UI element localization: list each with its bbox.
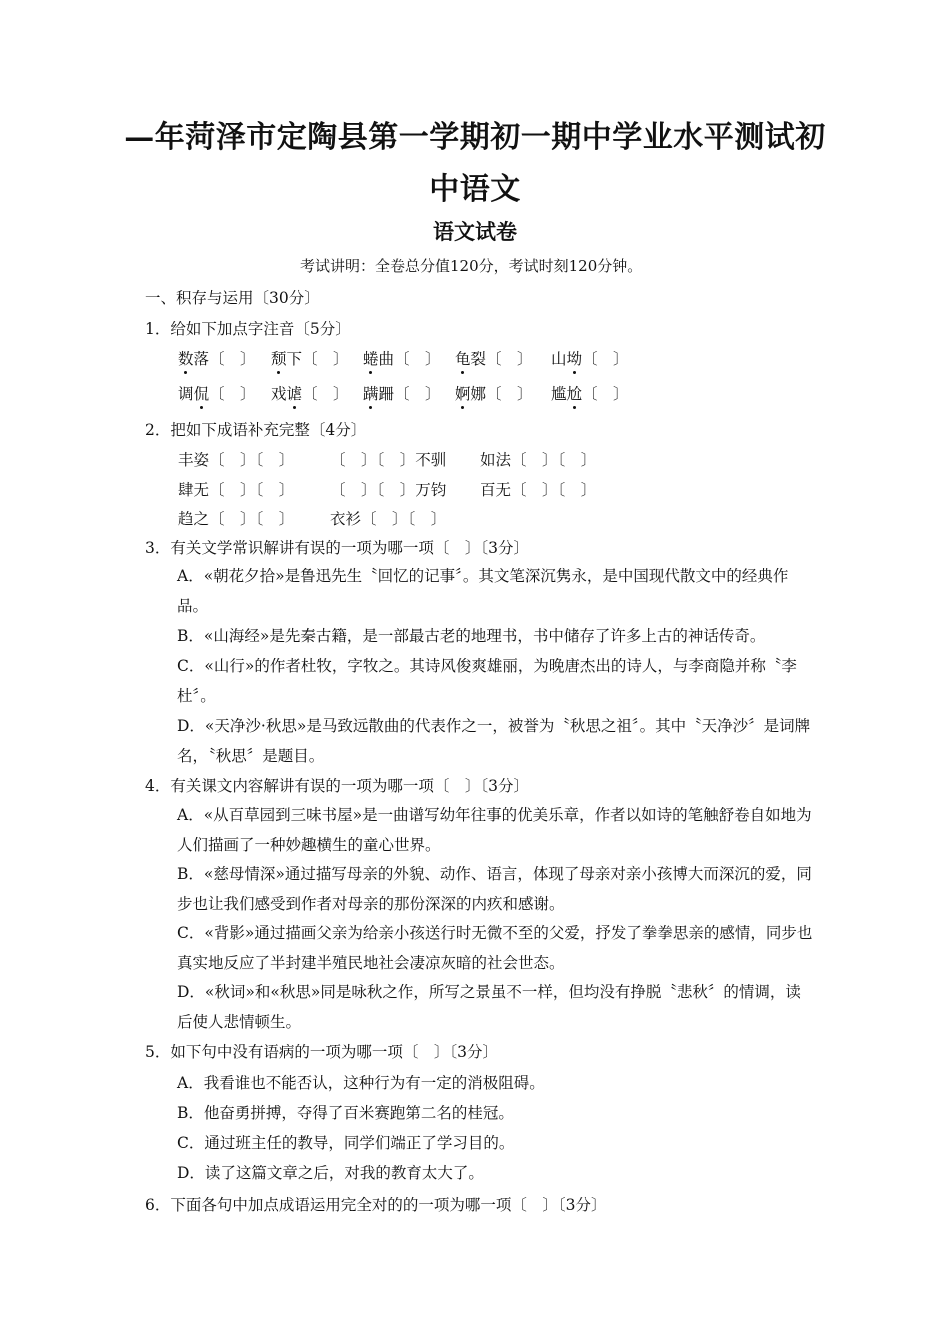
option-a: A．«从百草园到三味书屋»是一曲谱写幼年往事的优美乐章，作者以如诗的笔触舒卷自如地为人们描画了一种妙趣横生的童心世界。 <box>177 806 812 854</box>
option-b: B．«慈母情深»通过描写母亲的外貌、动作、语言，体现了母亲对亲小孩博大而深沉的爱，同步也让我们感受到作者对母亲的那份深深的内疚和感谢。 <box>177 865 812 913</box>
question-5-label: 5．如下句中没有语病的一项为哪一项〔 〕〔3分〕 <box>145 1043 498 1061</box>
question-1-label: 1．给如下加点字注音〔5分〕 <box>145 320 351 338</box>
dotted-char: 数 <box>178 347 194 369</box>
pinyin-item: 蜷曲〔 〕 <box>363 347 441 369</box>
title-line-2: 中语文 <box>429 172 521 207</box>
title-line-1: —年菏泽市定陶县第一学期初一期中学业水平测试初 <box>124 120 826 155</box>
option-b: B．«山海经»是先秦古籍，是一部最古老的地理书，书中储存了许多上古的神话传奇。 <box>177 627 766 645</box>
question-6-label: 6．下面各句中加点成语运用完全对的的一项为哪一项〔 〕〔3分〕 <box>145 1196 607 1214</box>
dotted-char: 蜷 <box>363 347 379 369</box>
idiom-blank: 〔 〕〔 〕万钧 <box>330 481 447 499</box>
subtitle: 语文试卷 <box>433 219 517 244</box>
dotted-char: 婀 <box>455 382 471 404</box>
pinyin-item: 数落〔 〕 <box>178 347 256 369</box>
dotted-char: 尬 <box>567 382 583 404</box>
idiom-blank: 肆无〔 〕〔 〕 <box>178 481 295 499</box>
pinyin-item: 颓下〔 〕 <box>271 347 349 369</box>
pinyin-item: 蹒跚〔 〕 <box>363 382 441 404</box>
idiom-blank: 丰姿〔 〕〔 〕 <box>178 451 295 469</box>
option-c: C．«背影»通过描画父亲为给亲小孩送行时无微不至的父爱，抒发了拳拳思亲的感情，同步也真实地反应了半封建半殖民地社会凄凉灰暗的社会世态。 <box>177 924 813 972</box>
idiom-blank: 衣衫〔 〕〔 〕 <box>330 510 447 528</box>
dotted-char: 坳 <box>567 347 583 369</box>
section-heading: 一、积存与运用〔30分〕 <box>145 289 320 307</box>
option-a: A．«朝花夕拾»是鲁迅先生〝回忆的记事〞。其文笔深沉隽永，是中国现代散文中的经典作品。 <box>177 567 789 615</box>
dotted-char: 侃 <box>194 382 210 404</box>
idiom-blank: 如法〔 〕〔 〕 <box>480 451 597 469</box>
pinyin-item: 调侃〔 〕 <box>178 382 256 404</box>
option-a: A．我看谁也不能否认，这种行为有一定的消极阻碍。 <box>177 1074 545 1092</box>
idiom-blank: 趋之〔 〕〔 〕 <box>178 510 295 528</box>
question-2-label: 2．把如下成语补充完整〔4分〕 <box>145 421 367 439</box>
option-c: C．通过班主任的教导，同学们端正了学习目的。 <box>177 1134 515 1152</box>
option-c: C．«山行»的作者杜牧，字牧之。其诗风俊爽雄丽，为晚唐杰出的诗人，与李商隐并称〝李杜〞。 <box>177 657 797 705</box>
exam-note: 考试讲明：全卷总分值120分，考试时刻120分钟。 <box>300 257 643 275</box>
option-b: B．他奋勇拼搏，夺得了百米赛跑第二名的桂冠。 <box>177 1104 514 1122</box>
pinyin-item: 山坳〔 〕 <box>551 347 629 369</box>
option-d: D．«天净沙·秋思»是马致远散曲的代表作之一，被誉为〝秋思之祖〞。其中〝天净沙〞是词牌名，〝秋思〞是题目。 <box>177 717 811 765</box>
pinyin-item: 婀娜〔 〕 <box>455 382 533 404</box>
question-4-label: 4．有关课文内容解讲有误的一项为哪一项〔 〕〔3分〕 <box>145 777 529 795</box>
option-d: D．«秋词»和«秋思»同是咏秋之作，所写之景虽不一样，但均没有挣脱〝悲秋〞的情调，读后使人悲情顿生。 <box>177 983 801 1031</box>
dotted-char: 颓 <box>271 347 287 369</box>
dotted-char: 谑 <box>287 382 303 404</box>
question-3-label: 3．有关文学常识解讲有误的一项为哪一项〔 〕〔3分〕 <box>145 539 529 557</box>
dotted-char: 蹒 <box>363 382 379 404</box>
pinyin-item: 戏谑〔 〕 <box>271 382 349 404</box>
idiom-blank: 百无〔 〕〔 〕 <box>480 481 597 499</box>
dotted-char: 龟 <box>455 347 471 369</box>
option-d: D．读了这篇文章之后，对我的教育太大了。 <box>177 1164 484 1182</box>
idiom-blank: 〔 〕〔 〕不驯 <box>330 451 447 469</box>
pinyin-item: 尴尬〔 〕 <box>551 382 629 404</box>
pinyin-item: 龟裂〔 〕 <box>455 347 533 369</box>
